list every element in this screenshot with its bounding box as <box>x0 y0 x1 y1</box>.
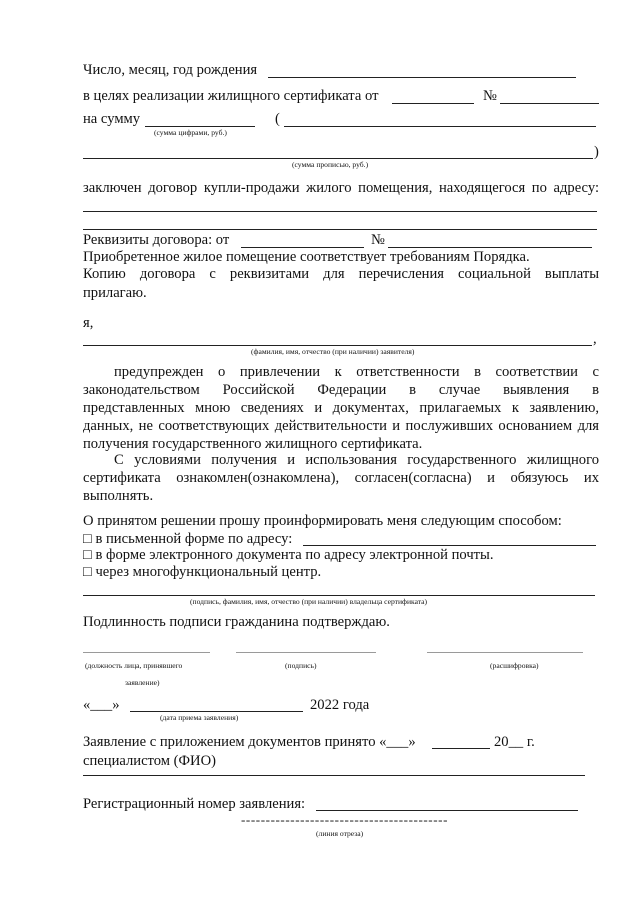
contract-address-text: заключен договор купли-продажи жилого помещения, находящегося по адресу: <box>83 180 599 196</box>
applicant-name-caption: (фамилия, имя, отчество (при наличии) заявителя) <box>251 347 415 356</box>
amount-words-caption: (сумма прописью, руб.) <box>292 160 369 169</box>
position-caption-2: заявление) <box>125 678 160 687</box>
date-open-quote: «___» <box>83 697 120 713</box>
position-caption-1: (должность лица, принявшего <box>85 661 183 670</box>
warning-line-2: законодательством Российской Федерации в случае выявления в <box>83 382 599 398</box>
conditions-line-1: С условиями получения и использования государственного жилищного <box>114 452 599 468</box>
registration-number-field[interactable] <box>316 810 578 811</box>
date-year-text: 2022 года <box>310 697 370 713</box>
cut-line-caption: (линия отреза) <box>316 829 364 838</box>
warning-line-5: получения государственного жилищного сертификата. <box>83 436 423 452</box>
certificate-label: в целях реализации жилищного сертификата от <box>83 88 379 104</box>
contract-address-field-2[interactable] <box>83 229 597 230</box>
date-field[interactable] <box>130 711 303 712</box>
contract-address-field-1[interactable] <box>83 211 597 212</box>
registration-label: Регистрационный номер заявления: <box>83 796 306 812</box>
notification-option-email[interactable]: □ в форме электронного документа по адресу электронной почты. <box>83 547 494 563</box>
certificate-number-sign: № <box>483 88 497 104</box>
specialist-label: специалистом (ФИО) <box>83 753 216 769</box>
signature-field[interactable] <box>236 652 376 653</box>
authenticity-text: Подлинность подписи гражданина подтверждаю. <box>83 614 390 630</box>
receipt-year-text: 20__ г. <box>494 734 535 750</box>
amount-close-paren: ) <box>594 144 599 160</box>
contract-number-sign: № <box>371 232 385 248</box>
applicant-name-field[interactable] <box>83 345 592 346</box>
compliance-text: Приобретенное жилое помещение соответствует требованиям Порядка. <box>83 249 530 265</box>
notification-option-mail[interactable]: □ в письменной форме по адресу: <box>83 531 293 547</box>
certificate-date-field[interactable] <box>392 103 474 104</box>
cut-line: ------------------------------------------ <box>241 812 449 827</box>
conditions-line-2: сертификата ознакомлен(ознакомлена), согласен(согласна) и обязуюсь их <box>83 470 599 486</box>
amount-words-field[interactable] <box>284 126 596 127</box>
birth-date-label: Число, месяц, год рождения <box>83 62 258 78</box>
copy-text-line-1: Копию договора с реквизитами для перечисления социальной выплаты <box>83 266 599 282</box>
applicant-comma: , <box>593 331 597 347</box>
signature-caption: (подпись) <box>285 661 317 670</box>
warning-line-4: данных, не соответствующих действительности и послуживших основанием для <box>83 418 599 434</box>
conditions-line-3: выполнять. <box>83 488 154 504</box>
warning-line-1: предупрежден о привлечении к ответственности в соответствии с <box>114 364 599 380</box>
amount-label: на сумму <box>83 111 141 127</box>
receipt-text: Заявление с приложением документов принято «___» <box>83 734 416 750</box>
position-field[interactable] <box>83 652 210 653</box>
date-caption: (дата приема заявления) <box>160 713 239 722</box>
certificate-number-field[interactable] <box>500 103 599 104</box>
contract-details-label: Реквизиты договора: от <box>83 232 230 248</box>
decoding-caption: (расшифровка) <box>490 661 539 670</box>
birth-date-field[interactable] <box>268 77 576 78</box>
notification-intro: О принятом решении прошу проинформировать меня следующим способом: <box>83 513 562 529</box>
applicant-i: я, <box>83 315 94 331</box>
decoding-field[interactable] <box>427 652 583 653</box>
specialist-field[interactable] <box>83 775 585 776</box>
warning-line-3: представленных мною сведениях и документах, прилагаемых к заявлению, <box>83 400 599 416</box>
copy-text-line-2: прилагаю. <box>83 285 147 301</box>
amount-digits-caption: (сумма цифрами, руб.) <box>154 128 227 137</box>
amount-digits-field[interactable] <box>145 126 255 127</box>
amount-open-paren: ( <box>275 111 280 127</box>
notification-option-mfc[interactable]: □ через многофункциональный центр. <box>83 564 322 580</box>
owner-signature-field[interactable] <box>83 595 595 596</box>
amount-words-field-2[interactable] <box>83 158 593 159</box>
owner-signature-caption: (подпись, фамилия, имя, отчество (при наличии) владельца сертификата) <box>190 597 428 606</box>
receipt-date-field[interactable] <box>432 748 490 749</box>
